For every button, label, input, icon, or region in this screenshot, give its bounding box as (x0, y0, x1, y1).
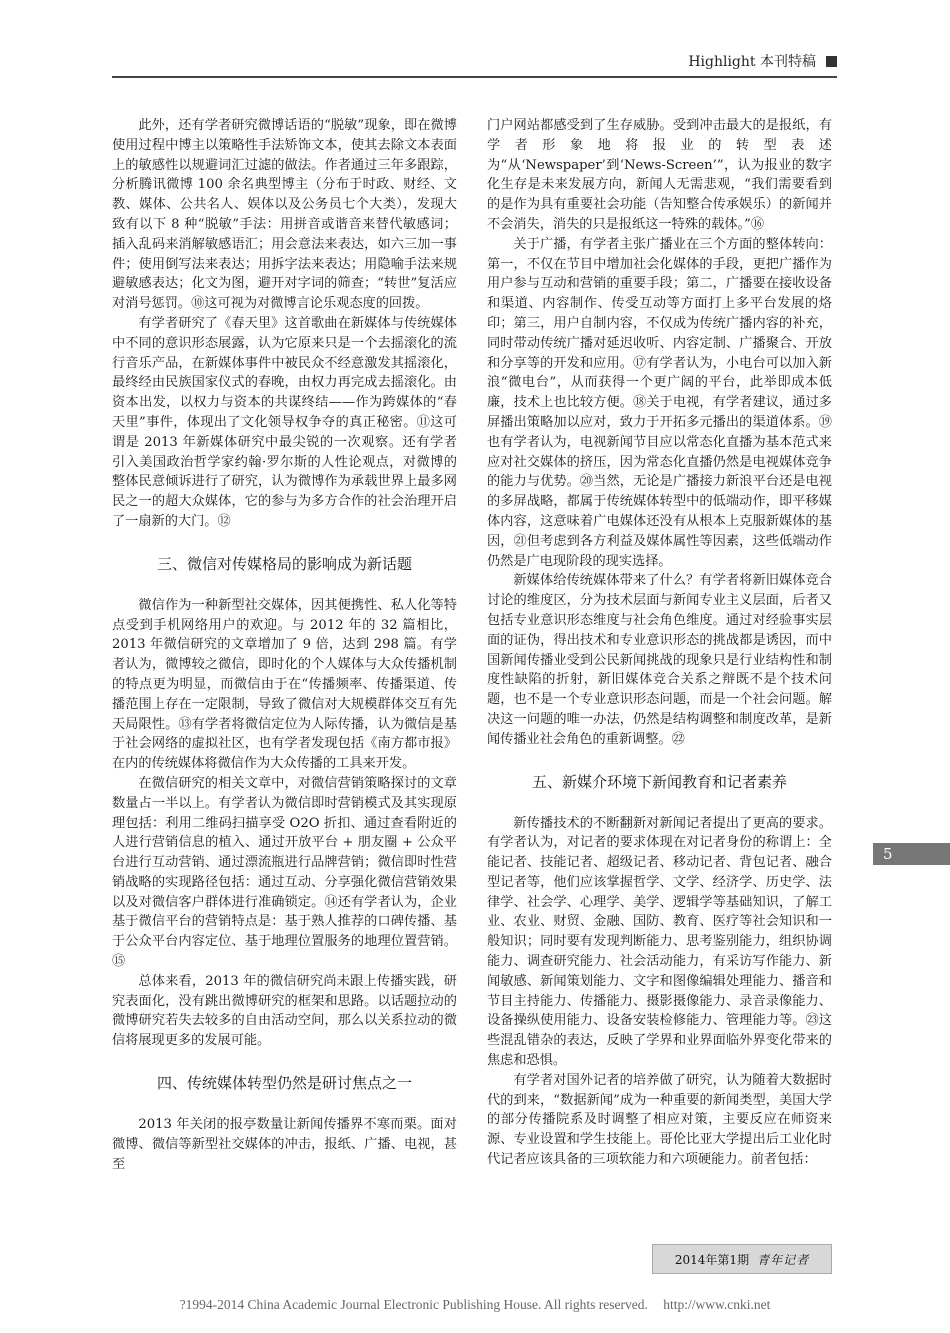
footer (0, 1297, 950, 1313)
header-square-icon (826, 56, 837, 67)
paragraph: 有学者研究了《春天里》这首歌曲在新媒体与传统媒体中不同的意识形态展露，认为它原来只是一个去摇滚化的流行音乐产品，在新媒体事件中被民众不经意激发其摇滚化，最终经由民族国家仪式的春晚，由权力再完成去摇滚化。由资本出发，以权力与资本的共谋终结——作为跨媒体的“春天里”事件，体现出了文化领导权争夺的真正秘密。⑪这可谓是 2013 年新媒体研究中最尖锐的一次观察。还有学者引入美国政治哲学家约翰·罗尔斯的人性论观点，对微博的整体民意倾诉进行了研究，认为微博作为承载世界上最多网民之一的超大众媒体，它的参与为多方合作的社会治理开启了一扇新的大门。⑫ (112, 315, 457, 529)
paragraph: 新传播技术的不断翻新对新闻记者提出了更高的要求。有学者认为，对记者的要求体现在对记者身份的称谓上：全能记者、技能记者、超级记者、移动记者、背包记者、融合型记者等，他们应该掌握哲学、文学、经济学、历史学、法律学、社会学、心理学、美学、逻辑学等基础知识，了解工业、农业、财贸、金融、国防、教育、医疗等社会知识和一般知识；同时要有发现判断能力、思考鉴别能力，组织协调能力、调查研究能力、社会活动能力，有采访写作能力、新闻敏感、新闻策划能力、文字和图像编辑处理能力、播音和节目主持能力、传播能力、摄影摄像能力、录音录像能力、设备操纵使用能力、设备安装检修能力、管理能力等。㉓这些混乱错杂的表达，反映了学界和业界面临外界变化带来的焦虑和恐惧。 (487, 815, 832, 1069)
issue-badge (652, 1244, 832, 1274)
paragraph: 门户网站都感受到了生存威胁。受到冲击最大的是报纸，有学者形象地将报业的转型表述为“从‘Newspaper’到‘News-Screen’”，认为报业的数字化生存是未来发展方向，新闻人无需悲观，“我们需要看到的是作为具有重要社会功能（告知整合传承娱乐）的新闻并不会消失，消失的只是报纸这一特殊的载体。”⑯ (487, 118, 832, 232)
right-column (487, 116, 832, 1170)
paragraph: 总体来看，2013 年的微信研究尚未跟上传播实践，研究表面化，没有跳出微博研究的框架和思路。以话题拉动的微博研究若失去较多的自由活动空间，那么以关系拉动的微信将展现更多的发展可能。 (112, 973, 457, 1049)
paragraph: 有学者对国外记者的培养做了研究，认为随着大数据时代的到来，“数据新闻”成为一种重要的新闻类型，美国大学的部分传播院系及时调整了相应对策，主要反应在师资来源、专业设置和学生技能上。哥伦比亚大学提出后工业化时代记者应该具备的三项软能力和六项硬能力。前者包括： (487, 1072, 832, 1168)
paragraph: 2013 年关闭的报亭数量让新闻传播界不寒而栗。面对微博、微信等新型社交媒体的冲击，报纸、广播、电视，甚至 (112, 1117, 457, 1172)
left-column (112, 116, 457, 1174)
footer-url: http://www.cnki.net (663, 1297, 771, 1312)
footer-copyright: ?1994-2014 China Academic Journal Electronic Publishing House. All rights reserved. (179, 1297, 648, 1312)
page-number-tab (873, 843, 950, 865)
section-heading: 五、新媒介环境下新闻教育和记者素养 (531, 772, 787, 791)
page-header (688, 51, 837, 71)
header-rule (112, 76, 837, 78)
section-heading: 四、传统媒体转型仍然是研讨焦点之一 (156, 1074, 412, 1093)
paragraph: 微信作为一种新型社交媒体，因其便携性、私人化等特点受到手机网络用户的欢迎。与 2012 年的 32 篇相比，2013 年微信研究的文章增加了 9 倍，达到 298 篇。有学者认为，微博较之微信，即时化的个人媒体与大众传播机制的特点更为明显，而微信由于在“传播频率、传播渠道、传播范围上存在一定限制，导致了微信对大规模群体交互有先天局限性。⑬有学者将微信定位为人际传播，认为微信是基于社会网络的虚拟社区，也有学者发现包括《南方都市报》在内的传统媒体将微信作为大众传播的工具来开发。 (112, 597, 457, 772)
paragraph: 在微信研究的相关文章中，对微信营销策略探讨的文章数量占一半以上。有学者认为微信即时营销模式及其实现原理包括：利用二维码扫描享受 O2O 折扣、通过查看附近的人进行营销信息的植入、通过开放平台 + 朋友圈 + 公众平台进行互动营销、通过漂流瓶进行品牌营销；微信即时性营销战略的实现路径包括：通过互动、分享强化微信营销效果以及对微信客户群体进行准确锁定。⑭还有学者认为，企业基于微信平台的营销特点是：基于熟人推荐的口碑传播、基于公众平台内容定位、基于地理位置服务的地理位置营销。⑮ (112, 775, 457, 970)
magazine-logo: 青年记者 (757, 1252, 810, 1267)
paragraph: 新媒体给传统媒体带来了什么？有学者将新旧媒体竞合讨论的维度区，分为技术层面与新闻专业主义层面，后者又包括专业意识形态维度与社会角色维度。通过对经验事实层面的证伪，得出技术和专业意识形态的挑战都是诱因，而中国新闻传播业受到公民新闻挑战的现象只是行业结构性和制度性缺陷的折射，新旧媒体竞合关系之辩既不是个技术问题，也不是一个专业意识形态问题，而是一个社会问题。解决这一问题的唯一办法，仍然是结构调整和制度改革，是新闻传播业社会角色的重新调整。㉒ (487, 573, 832, 747)
header-title: Highlight 本刊特稿 (688, 54, 816, 70)
paragraph: 此外，还有学者研究微博话语的“脱敏”现象，即在微博使用过程中博主以策略性手法矫饰文本，使其去除文本表面上的敏感性以规避词汇过滤的做法。作者通过三年多跟踪，分析腾讯微博 100 余名典型博主（分布于时政、财经、文教、媒体、公共名人、娱体以及公务员七个大类），发现大致有以下 8 种“脱敏”手法：用拼音或谐音来替代敏感词；插入乱码来消解敏感语汇；用会意法来表达，如六三加一事件；使用倒写法来表达；用拆字法来表达；用隐喻手法来规避敏感表达；化文为图，避开对字词的筛查；“转世”复活应对消号惩罚。⑩这可视为对微博言论乐观态度的回拨。 (112, 118, 457, 312)
section-heading: 三、微信对传媒格局的影响成为新话题 (156, 554, 412, 573)
paragraph: 关于广播，有学者主张广播业在三个方面的整体转向：第一，不仅在节目中增加社会化媒体的手段，更把广播作为用户参与互动和营销的重要手段；第二，广播要在接收设备和渠道、内容制作、传受互动等方面打上多平台发展的烙印；第三，用户自制内容，不仅成为传统广播内容的补充，同时带动传统广播对延迟收听、内容定制、广播聚合、开放和分享等的开发和应用。⑰有学者认为，小电台可以加入新浪“微电台”，从而获得一个更广阔的平台，此举即成本低廉，技术上也比较方便。⑱关于电视，有学者建议，通过多屏播出策略加以应对，致力于开拓多元播出的渠道体系。⑲也有学者认为，电视新闻节目应以常态化直播为基本范式来应对社交媒体的挤压，因为常态化直播仍然是电视媒体竞争的能力与优势。⑳当然，无论是广播接力新浪平台还是电视的多屏战略，都属于传统媒体转型中的低端动作，即平移媒体内容，这意味着广电媒体还没有从根本上克服新媒体的基因，㉑但考虑到各方利益及媒体属性等因素，这些低端动作仍然是广电现阶段的现实选择。 (487, 236, 832, 569)
issue-label: 2014年第1期 (674, 1252, 750, 1267)
page-number: 5 (883, 845, 893, 863)
